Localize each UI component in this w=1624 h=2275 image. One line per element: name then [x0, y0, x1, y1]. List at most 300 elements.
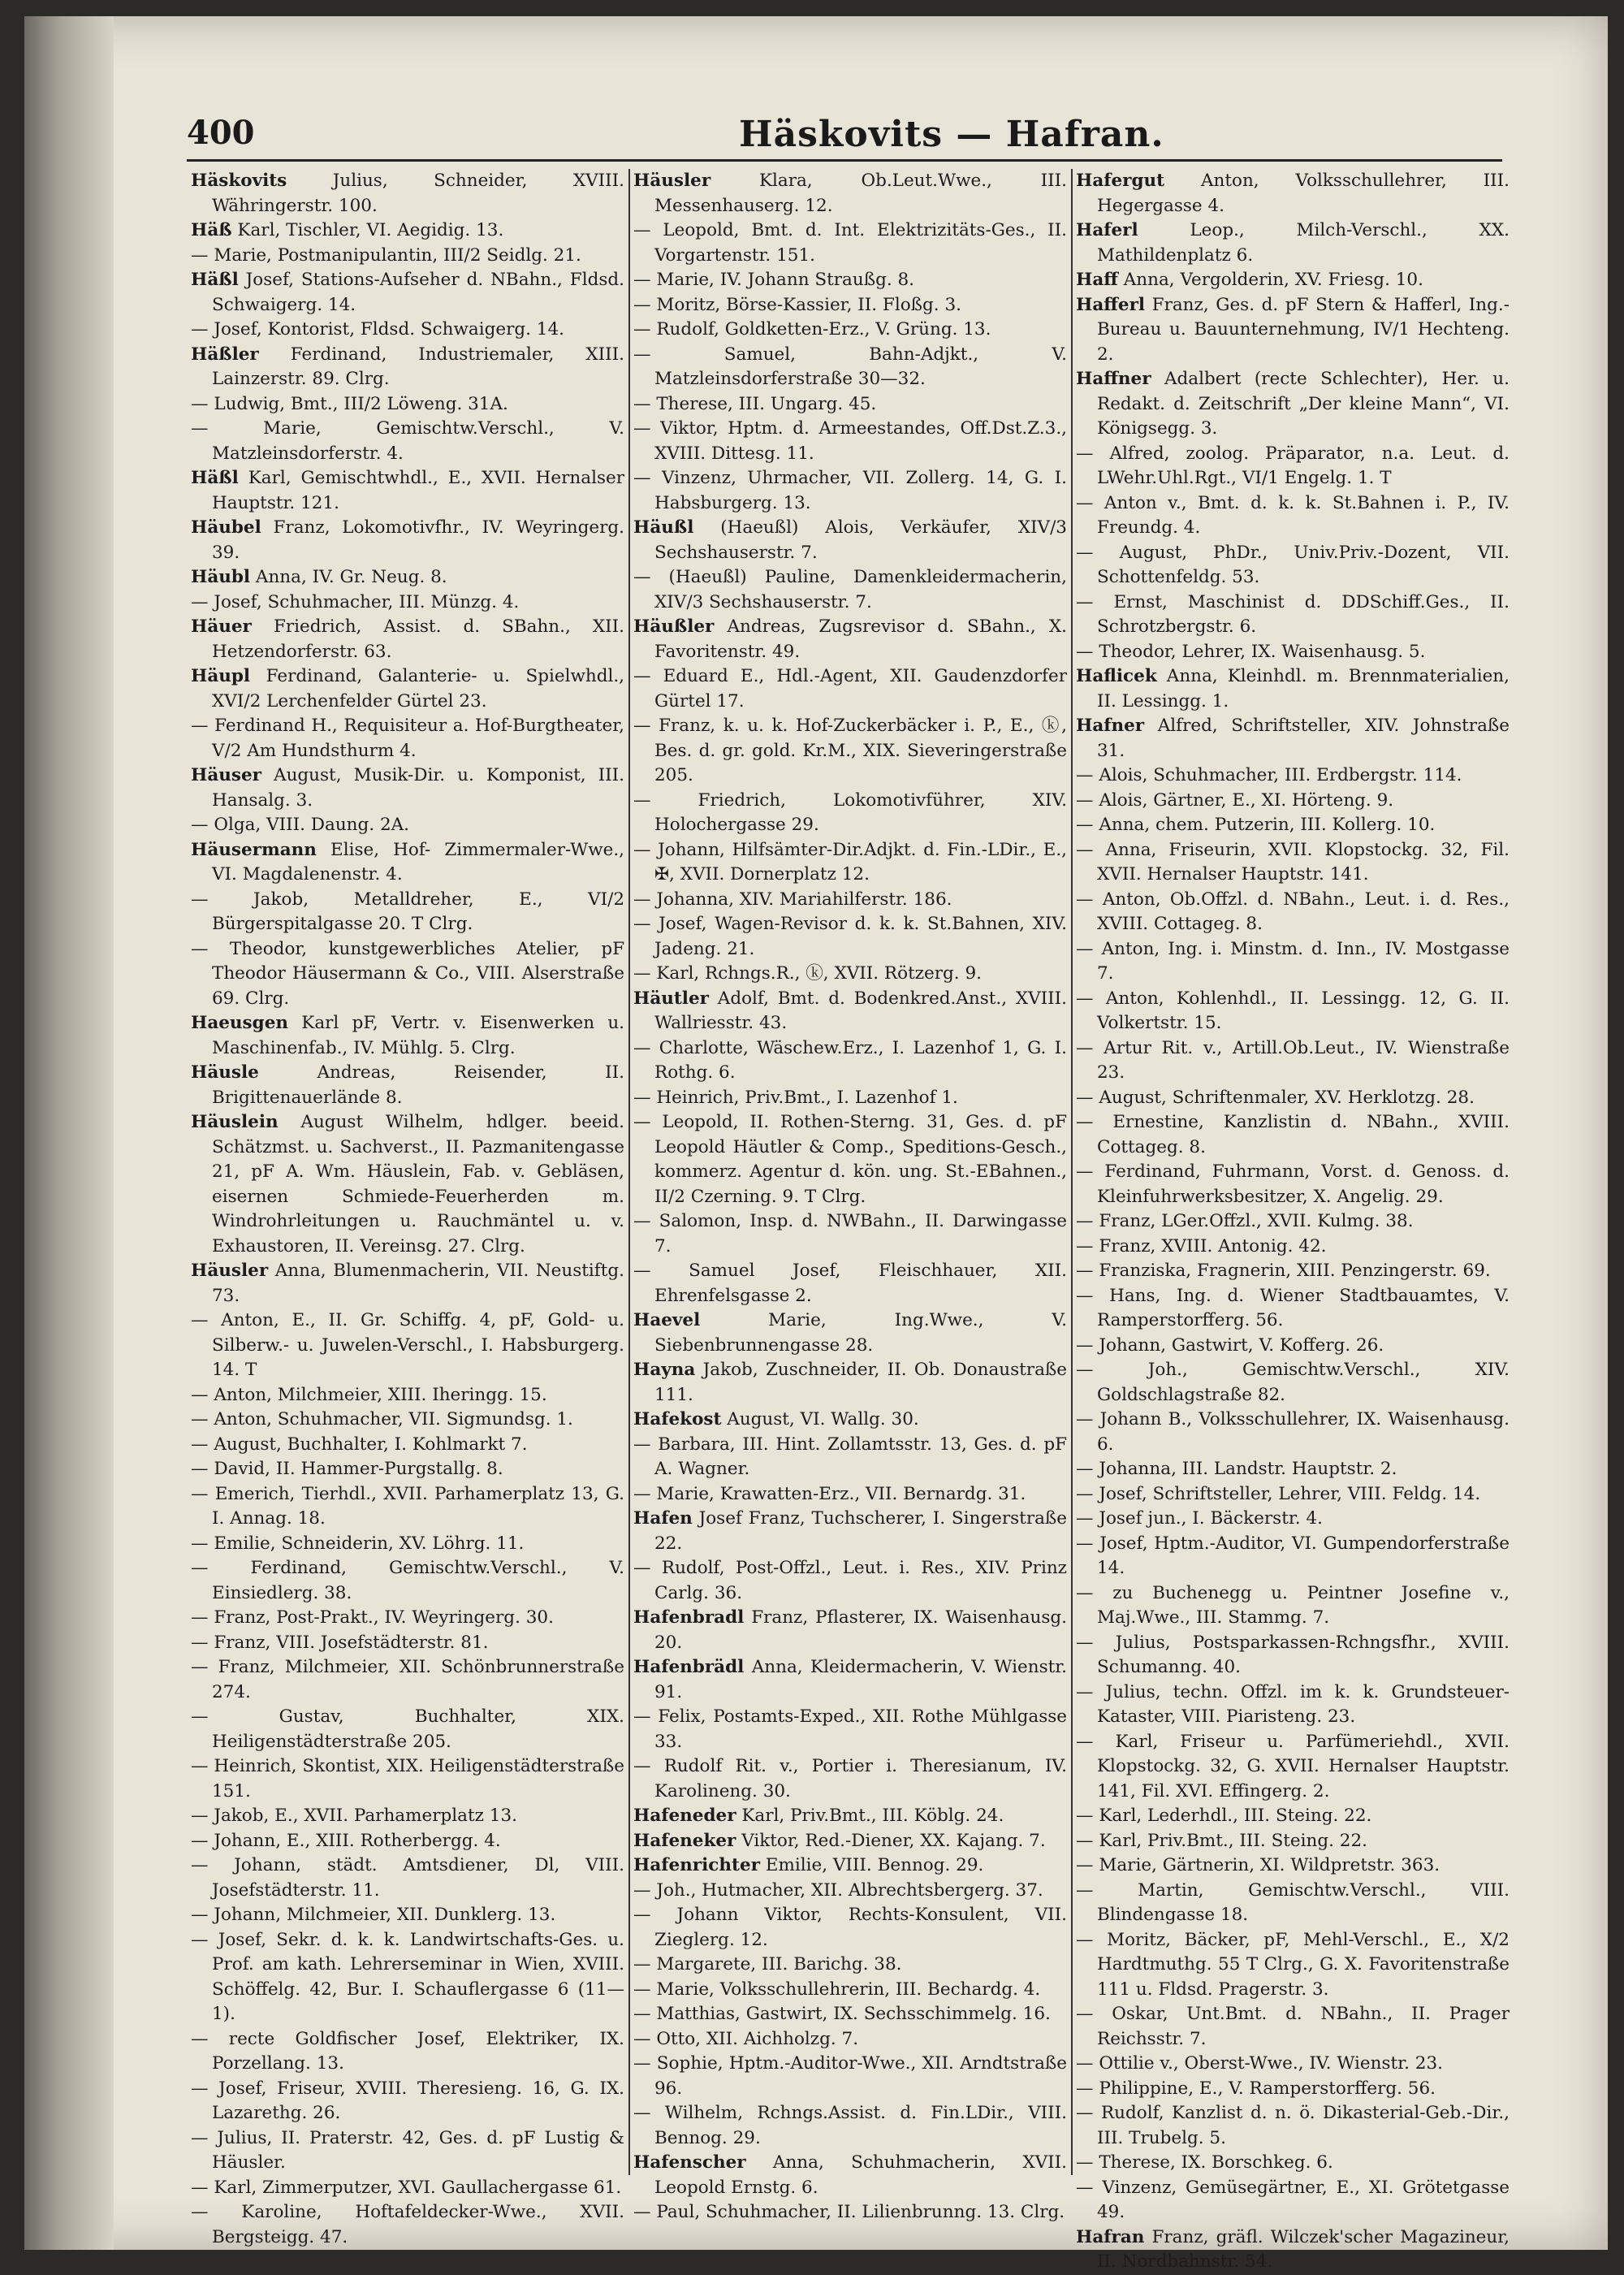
directory-entry	[633, 1655, 1067, 1705]
entry-details: — Martin, Gemischtw.Verschl., VIII. Blindengasse 18.	[1076, 1879, 1510, 1925]
entry-details: Friedrich, Assist. d. SBahn., XII. Hetzendorferstr. 63.	[212, 616, 624, 662]
entry-surname: Hafeneder	[633, 1806, 736, 1826]
directory-entry	[1076, 1036, 1510, 1086]
entry-details: — Viktor, Hptm. d. Armeestandes, Off.Dst.Z.3., XVIII. Dittesg. 11.	[633, 418, 1067, 464]
directory-entry	[633, 2052, 1067, 2101]
directory-entry	[191, 516, 624, 565]
directory-entry	[1076, 2077, 1510, 2102]
directory-entry	[1076, 590, 1510, 640]
entry-details: Andreas, Zugsrevisor d. SBahn., X. Favoritenstr. 49.	[654, 616, 1067, 662]
entry-details: Karl, Priv.Bmt., III. Köblg. 24.	[736, 1806, 1004, 1826]
directory-entry	[1076, 367, 1510, 442]
header-rule	[187, 159, 1502, 162]
directory-entry	[191, 1853, 624, 1903]
directory-entry	[633, 1482, 1067, 1507]
entry-details: — Therese, IX. Borschkeg. 6.	[1076, 2152, 1333, 2173]
directory-entry	[191, 1061, 624, 1110]
directory-entry	[191, 1804, 624, 1829]
directory-entry	[191, 838, 624, 888]
directory-entry	[633, 789, 1067, 838]
directory-entry	[1076, 1235, 1510, 1260]
entry-details: Marie, Ing.Wwe., V. Siebenbrunnengasse 28.	[654, 1310, 1067, 1356]
directory-entry	[191, 1705, 624, 1754]
directory-entry	[1076, 1829, 1510, 1854]
directory-entry	[633, 1110, 1067, 1209]
directory-entry	[633, 664, 1067, 714]
directory-entry	[1076, 541, 1510, 590]
directory-entry	[633, 1209, 1067, 1259]
directory-entry	[1076, 1334, 1510, 1359]
directory-entry	[633, 417, 1067, 466]
entry-details: — Johann B., Volksschullehrer, IX. Waisenhausg. 6.	[1076, 1409, 1510, 1455]
entry-details: — David, II. Hammer-Purgstallg. 8.	[191, 1459, 503, 1479]
entry-surname: Hafenrichter	[633, 1855, 760, 1875]
directory-entry	[191, 1606, 624, 1631]
directory-entry	[1076, 1160, 1510, 1209]
entry-surname: Haevel	[633, 1310, 701, 1330]
directory-entry	[191, 763, 624, 813]
entry-details: — Anton, Schuhmacher, VII. Sigmundsg. 1.	[191, 1409, 573, 1429]
column-1	[191, 169, 624, 2247]
entry-details: — Jakob, Metalldreher, E., VI/2 Bürgerspitalgasse 20. T Clrg.	[191, 889, 624, 934]
entry-details: — Oskar, Unt.Bmt. d. NBahn., II. Prager Reichsstr. 7.	[1076, 2004, 1510, 2049]
directory-entry	[633, 2027, 1067, 2052]
entry-surname: Hafen	[633, 1508, 693, 1529]
directory-entry	[633, 466, 1067, 516]
entry-details: — Franz, Post-Prakt., IV. Weyringerg. 30.	[191, 1607, 554, 1628]
entry-surname: Haff	[1076, 270, 1118, 290]
directory-entry	[633, 343, 1067, 392]
entry-details: Anna, Kleidermacherin, V. Wienstr. 91.	[654, 1657, 1067, 1702]
directory-entry	[633, 1804, 1067, 1829]
directory-entry	[633, 1408, 1067, 1433]
entry-details: — Heinrich, Priv.Bmt., I. Lazenhof 1.	[633, 1087, 958, 1108]
entry-details: — Ludwig, Bmt., III/2 Löweng. 31A.	[191, 393, 508, 414]
entry-details: Franz, gräfl. Wilczek'scher Magazineur, II. Nordbahnstr. 54.	[1097, 2226, 1510, 2272]
directory-entry	[1076, 1482, 1510, 1507]
entry-details: Adolf, Bmt. d. Bodenkred.Anst., XVIII. Wallriesstr. 43.	[654, 988, 1067, 1033]
entry-surname: Haffner	[1076, 369, 1151, 389]
directory-entry	[633, 1308, 1067, 1358]
entry-details: — Josef, Hptm.-Auditor, VI. Gumpendorferstraße 14.	[1076, 1533, 1510, 1578]
directory-entry	[1076, 2151, 1510, 2176]
entry-surname: Häupl	[191, 666, 251, 686]
page-number: 400	[187, 114, 255, 152]
entry-surname: Hafeneker	[633, 1830, 736, 1851]
directory-entry	[191, 343, 624, 392]
entry-details: — Marie, Volksschullehrerin, III. Bechardg. 4.	[633, 1979, 1041, 2000]
entry-details: Anna, Blumenmacherin, VII. Neustiftg. 73.	[212, 1261, 624, 1306]
entry-details: Jakob, Zuschneider, II. Ob. Donaustraße 111.	[654, 1360, 1067, 1405]
entry-details: Anna, Kleinhdl. m. Brennmaterialien, II. Lessingg. 1.	[1097, 666, 1510, 711]
entry-details: — Gustav, Buchhalter, XIX. Heiligenstädterstraße 205.	[191, 1706, 624, 1752]
entry-details: — Ernestine, Kanzlistin d. NBahn., XVIII. Cottageg. 8.	[1076, 1112, 1510, 1157]
entry-details: Ferdinand, Galanterie- u. Spielwhdl., XVI/2 Lerchenfelder Gürtel 23.	[212, 666, 624, 711]
directory-entry	[633, 1086, 1067, 1111]
running-head: Häskovits — Hafran.	[739, 114, 1164, 155]
directory-entry	[1076, 1457, 1510, 1482]
entry-details: — Franz, k. u. k. Hof-Zuckerbäcker i. P., E., ⓚ, Bes. d. gr. gold. Kr.M., XIX. Sieveringerstraße 205.	[633, 716, 1067, 785]
entry-details: — Emilie, Schneiderin, XV. Löhrg. 11.	[191, 1533, 525, 1554]
directory-entry	[633, 2200, 1067, 2225]
entry-details: — Alois, Schuhmacher, III. Erdbergstr. 114.	[1076, 765, 1462, 785]
directory-entry	[1076, 664, 1510, 714]
directory-entry	[633, 2002, 1067, 2027]
directory-entry	[633, 1853, 1067, 1879]
entry-surname: Hafferl	[1076, 294, 1146, 315]
directory-entry	[633, 1259, 1067, 1308]
entry-details: — Leopold, II. Rothen-Sterng. 31, Ges. d. pF Leopold Häutler & Comp., Speditions-Gesch., kommerz. Agentur d. kön. ung. St.-EBahnen., II/2 Czerning. 9. T Clrg.	[633, 1112, 1067, 1207]
directory-entry	[1076, 1086, 1510, 1111]
entry-details: — Franz, XVIII. Antonig. 42.	[1076, 1235, 1327, 1256]
entry-surname: Häußl	[633, 517, 694, 538]
entry-details: Franz, Ges. d. pF Stern & Hafferl, Ing.-Bureau u. Bauunternehmung, IV/1 Hechteng. 2.	[1097, 294, 1510, 365]
directory-entry	[191, 244, 624, 269]
entry-details: Karl pF, Vertr. v. Eisenwerken u. Maschinenfab., IV. Mühlg. 5. Clrg.	[212, 1013, 624, 1058]
directory-entry	[633, 268, 1067, 293]
entry-surname: Häusle	[191, 1062, 259, 1083]
entry-details: — Vinzenz, Gemüsegärtner, E., XI. Grötetgasse 49.	[1076, 2177, 1510, 2222]
directory-entry	[1076, 888, 1510, 937]
directory-entry	[633, 293, 1067, 318]
entry-details: — Franz, LGer.Offzl., XVII. Kulmg. 38.	[1076, 1211, 1414, 1231]
entry-details: — Josef, Sekr. d. k. k. Landwirtschafts-Ges. u. Prof. am kath. Lehrerseminar in Wien, XVIII. Schöffelg. 42, Bur. I. Schauflergasse 6 (11—1).	[191, 1929, 624, 2024]
directory-entry	[191, 1631, 624, 1656]
entry-details: Klara, Ob.Leut.Wwe., III. Messenhauserg. 12.	[654, 171, 1067, 216]
entry-details: Alfred, Schriftsteller, XIV. Johnstraße 31.	[1097, 716, 1510, 761]
directory-entry	[1076, 1507, 1510, 1532]
book-spine-shadow	[24, 16, 114, 2250]
directory-entry	[633, 1036, 1067, 1086]
entry-details: — Rudolf, Goldketten-Erz., V. Grüng. 13.	[633, 319, 991, 340]
directory-entry	[633, 218, 1067, 268]
entry-surname: Häßler	[191, 344, 259, 365]
directory-entry	[1076, 1408, 1510, 1457]
entry-details: — Anton v., Bmt. d. k. k. St.Bahnen i. P., IV. Freundg. 4.	[1076, 492, 1510, 538]
entry-details: — Alfred, zoolog. Präparator, n.a. Leut. d. LWehr.Uhl.Rgt., VI/1 Engelg. 1. T	[1076, 443, 1510, 488]
directory-entry	[633, 912, 1067, 962]
directory-entry	[191, 1308, 624, 1383]
directory-entry	[1076, 491, 1510, 541]
directory-entry	[633, 714, 1067, 789]
directory-entry	[633, 888, 1067, 913]
directory-entry	[1076, 1631, 1510, 1680]
directory-entry	[633, 1903, 1067, 1953]
entry-details: — Olga, VIII. Daung. 2A.	[191, 815, 409, 835]
entry-details: Anna, IV. Gr. Neug. 8.	[250, 567, 447, 587]
entry-surname: Häuser	[191, 765, 261, 785]
directory-entry	[191, 615, 624, 664]
directory-entry	[1076, 1358, 1510, 1408]
entry-details: — Marie, Gärtnerin, XI. Wildpretstr. 363.	[1076, 1855, 1440, 1875]
entry-details: Adalbert (recte Schlechter), Her. u. Redakt. d. Zeitschrift „Der kleine Mann“, VI. Königsegg. 3.	[1097, 369, 1510, 439]
entry-details: — Rudolf, Kanzlist d. n. ö. Dikasterial-Geb.-Dir., III. Trubelg. 5.	[1076, 2103, 1510, 2148]
entry-details: — Josef, Wagen-Revisor d. k. k. St.Bahnen, XIV. Jadeng. 21.	[633, 914, 1067, 959]
directory-entry	[191, 1482, 624, 1532]
entry-details: — Rudolf Rit. v., Portier i. Theresianum, IV. Karolineng. 30.	[633, 1756, 1067, 1801]
directory-entry	[191, 1655, 624, 1705]
directory-entry	[633, 615, 1067, 664]
entry-details: August, VI. Wallg. 30.	[721, 1409, 919, 1429]
entry-surname: Hafekost	[633, 1409, 722, 1429]
directory-entry	[633, 1606, 1067, 1655]
entry-surname: Hafran	[1076, 2226, 1145, 2247]
column-2	[633, 169, 1067, 2222]
entry-details: Karl, Gemischtwhdl., E., XVII. Hernalser Hauptstr. 121.	[212, 468, 624, 513]
entry-details: — Julius, techn. Offzl. im k. k. Grundsteuer-Kataster, VIII. Piaristeng. 23.	[1076, 1681, 1510, 1727]
entry-details: — August, Schriftenmaler, XV. Herklotzg. 28.	[1076, 1087, 1475, 1108]
entry-surname: Häuer	[191, 616, 252, 637]
directory-entry	[1076, 987, 1510, 1036]
directory-entry	[633, 1433, 1067, 1482]
directory-entry	[191, 590, 624, 616]
directory-entry	[1076, 813, 1510, 838]
directory-entry	[633, 1358, 1067, 1408]
entry-details: — Anna, chem. Putzerin, III. Kollerg. 10.	[1076, 815, 1436, 835]
directory-entry	[1076, 1532, 1510, 1581]
entry-details: — Ernst, Maschinist d. DDSchiff.Ges., II. Schrotzbergstr. 6.	[1076, 591, 1510, 637]
entry-details: — Anton, E., II. Gr. Schiffg. 4, pF, Gold- u. Silberw.- u. Juwelen-Verschl., I. Habsburgerg. 14. T	[191, 1310, 624, 1380]
directory-entry	[633, 169, 1067, 218]
directory-entry	[191, 466, 624, 516]
entry-details: — Josef, Schuhmacher, III. Münzg. 4.	[191, 591, 520, 612]
directory-entry	[633, 1507, 1067, 1556]
directory-entry	[191, 2077, 624, 2126]
entry-details: — Artur Rit. v., Artill.Ob.Leut., IV. Wienstraße 23.	[1076, 1037, 1510, 1083]
entry-details: — Samuel Josef, Fleischhauer, XII. Ehrenfelsgasse 2.	[633, 1261, 1067, 1306]
directory-entry	[1076, 1209, 1510, 1235]
entry-surname: Haeusgen	[191, 1013, 289, 1033]
directory-entry	[1076, 1853, 1510, 1879]
directory-entry	[1076, 2225, 1510, 2275]
directory-entry	[633, 1556, 1067, 1606]
entry-details: (Haeußl) Alois, Verkäufer, XIV/3 Sechshauserstr. 7.	[654, 517, 1067, 563]
entry-details: — August, Buchhalter, I. Kohlmarkt 7.	[191, 1434, 528, 1455]
entry-surname: Häßl	[191, 270, 239, 290]
directory-entry	[191, 1011, 624, 1061]
entry-details: — Marie, IV. Johann Straußg. 8.	[633, 270, 915, 290]
column-divider	[628, 169, 630, 2175]
entry-details: — August, PhDr., Univ.Priv.-Dozent, VII. Schottenfeldg. 53.	[1076, 542, 1510, 587]
entry-details: — Franz, Milchmeier, XII. Schönbrunnerstraße 274.	[191, 1657, 624, 1702]
directory-entry	[1076, 838, 1510, 888]
directory-entry	[1076, 937, 1510, 987]
directory-entry	[191, 1754, 624, 1804]
entry-details: — zu Buchenegg u. Peintner Josefine v., Maj.Wwe., III. Stammg. 7.	[1076, 1582, 1510, 1628]
entry-details: — Felix, Postamts-Exped., XII. Rothe Mühlgasse 33.	[633, 1706, 1067, 1752]
entry-surname: Hafner	[1076, 716, 1145, 736]
entry-details: — Alois, Gärtner, E., XI. Hörteng. 9.	[1076, 789, 1394, 811]
entry-details: Julius, Schneider, XVIII. Währingerstr. 100.	[212, 171, 624, 216]
entry-details: — Theodor, kunstgewerbliches Atelier, pF Theodor Häusermann & Co., VIII. Alserstraße 69. Clrg.	[191, 938, 624, 1009]
directory-entry	[633, 1978, 1067, 2003]
directory-entry	[1076, 1804, 1510, 1829]
entry-details: — Karl, Friseur u. Parfümeriehdl., XVII. Klopstockg. 32, G. XVII. Hernalser Hauptstr. 141, Fil. XVI. Effingerg. 2.	[1076, 1731, 1510, 1801]
entry-details: Josef Franz, Tuchscherer, I. Singerstraße 22.	[654, 1508, 1067, 1554]
directory-entry	[1076, 789, 1510, 814]
entry-surname: Häusler	[633, 171, 711, 191]
entry-details: — Marie, Gemischtw.Verschl., V. Matzleinsdorferstr. 4.	[191, 418, 624, 464]
entry-surname: Häubl	[191, 567, 251, 587]
entry-details: — Paul, Schuhmacher, II. Lilienbrunng. 13. Clrg.	[633, 2202, 1065, 2222]
directory-entry	[191, 565, 624, 590]
entry-details: — Johanna, III. Landstr. Hauptstr. 2.	[1076, 1459, 1397, 1479]
directory-entry	[1076, 2052, 1510, 2077]
entry-details: — Johann, Hilfsämter-Dir.Adjkt. d. Fin.-LDir., E., ✠, XVII. Dornerplatz 12.	[633, 839, 1067, 884]
directory-entry	[191, 2126, 624, 2176]
directory-entry	[1076, 1680, 1510, 1730]
entry-surname: Hafenscher	[633, 2152, 746, 2173]
entry-details: Anna, Vergolderin, XV. Friesg. 10.	[1117, 270, 1423, 290]
directory-entry	[191, 2027, 624, 2077]
entry-details: — Johann, Milchmeier, XII. Dunklerg. 13.	[191, 1905, 556, 1925]
entry-surname: Haflicek	[1076, 666, 1157, 686]
directory-entry	[191, 1408, 624, 1433]
entry-details: — Karl, Priv.Bmt., III. Steing. 22.	[1076, 1830, 1368, 1851]
entry-details: — Marie, Krawatten-Erz., VII. Bernardg. 31.	[633, 1483, 1026, 1504]
entry-surname: Häubel	[191, 517, 261, 538]
directory-entry	[191, 2200, 624, 2250]
entry-details: — (Haeußl) Pauline, Damenkleidermacherin, XIV/3 Sechshauserstr. 7.	[633, 567, 1067, 612]
directory-entry	[1076, 763, 1510, 789]
entry-details: — Salomon, Insp. d. NWBahn., II. Darwingasse 7.	[633, 1211, 1067, 1256]
directory-entry	[1076, 268, 1510, 293]
directory-entry	[1076, 1730, 1510, 1805]
directory-entry	[191, 1259, 624, 1308]
directory-entry	[1076, 1928, 1510, 2003]
entry-details: — Anton, Ob.Offzl. d. NBahn., Leut. i. d. Res., XVIII. Cottageg. 8.	[1076, 889, 1510, 934]
directory-entry	[633, 392, 1067, 417]
directory-entry	[1076, 442, 1510, 491]
entry-surname: Häßl	[191, 468, 239, 488]
directory-entry	[191, 1383, 624, 1408]
directory-entry	[633, 565, 1067, 615]
directory-entry	[633, 962, 1067, 987]
directory-entry	[191, 1532, 624, 1557]
entry-details: Anton, Volksschullehrer, III. Hegergasse 4.	[1097, 171, 1510, 216]
entry-surname: Haferl	[1076, 220, 1138, 240]
entry-details: Ferdinand, Industriemaler, XIII. Lainzerstr. 89. Clrg.	[212, 344, 624, 389]
entry-surname: Hafenbrädl	[633, 1657, 745, 1677]
entry-details: — Joh., Hutmacher, XII. Albrechtsbergerg. 37.	[633, 1879, 1043, 1901]
entry-details: — Johann Viktor, Rechts-Konsulent, VII. Zieglerg. 12.	[633, 1905, 1067, 1950]
entry-details: — Matthias, Gastwirt, IX. Sechsschimmelg. 16.	[633, 2004, 1051, 2024]
entry-details: Franz, Lokomotivfhr., IV. Weyringerg. 39.	[212, 517, 624, 563]
directory-entry	[191, 218, 624, 244]
directory-entry	[633, 1754, 1067, 1804]
directory-entry	[1076, 1259, 1510, 1284]
entry-details: — Karl, Lederhdl., III. Steing. 22.	[1076, 1806, 1372, 1826]
directory-entry	[191, 664, 624, 714]
directory-entry	[633, 1705, 1067, 1754]
entry-details: August Wilhelm, hdlger. beeid. Schätzmst. u. Sachverst., II. Pazmanitengasse 21, pF A. Wm. Häuslein, Fab. v. Gebläsen, eisernen Schmiede-Feuerherden m. Windrohrleitungen u. Rauchmäntel u. v. Exhaustoren, II. Vereinsg. 27. Clrg.	[212, 1112, 624, 1256]
directory-entry	[1076, 714, 1510, 763]
entry-surname: Häußler	[633, 616, 715, 637]
entry-details: — Samuel, Bahn-Adjkt., V. Matzleinsdorferstraße 30—32.	[633, 344, 1067, 389]
directory-entry	[191, 714, 624, 763]
directory-entry	[633, 516, 1067, 565]
entry-details: — Charlotte, Wäschew.Erz., I. Lazenhof 1, G. I. Rothg. 6.	[633, 1037, 1067, 1083]
directory-entry	[1076, 2002, 1510, 2052]
entry-details: Anna, Schuhmacherin, XVII. Leopold Ernstg. 6.	[654, 2152, 1067, 2198]
directory-entry	[633, 1879, 1067, 1904]
directory-entry	[191, 888, 624, 937]
entry-details: — Karoline, Hoftafeldecker-Wwe., XVII. Bergsteigg. 47.	[191, 2202, 624, 2247]
entry-details: — Anton, Kohlenhdl., II. Lessingg. 12, G. II. Volkertstr. 15.	[1076, 988, 1510, 1033]
entry-details: — Ferdinand H., Requisiteur a. Hof-Burgtheater, V/2 Am Hundsthurm 4.	[191, 716, 624, 761]
entry-details: — Karl, Zimmerputzer, XVI. Gaullachergasse 61.	[191, 2177, 622, 2198]
entry-details: — Friedrich, Lokomotivführer, XIV. Holochergasse 29.	[633, 789, 1067, 835]
entry-surname: Hayna	[633, 1360, 696, 1380]
directory-entry	[191, 813, 624, 838]
directory-page	[24, 16, 1608, 2272]
entry-details: — Josef, Friseur, XVIII. Theresieng. 16, G. IX. Lazarethg. 26.	[191, 2078, 624, 2123]
directory-entry	[1076, 293, 1510, 368]
directory-entry	[191, 1110, 624, 1259]
directory-entry	[1076, 1879, 1510, 1928]
directory-entry	[1076, 2101, 1510, 2151]
entry-details: Elise, Hof- Zimmermaler-Wwe., VI. Magdalenenstr. 4.	[212, 839, 624, 884]
entry-details: Franz, Pflasterer, IX. Waisenhausg. 20.	[654, 1607, 1067, 1653]
entry-details: — Moritz, Bäcker, pF, Mehl-Verschl., E., X/2 Hardtmuthg. 55 T Clrg., G. X. Favoritenstraße 111 u. Fldsd. Pragerstr. 3.	[1076, 1929, 1510, 2000]
column-divider	[1071, 169, 1073, 2175]
directory-entry	[1076, 1110, 1510, 1160]
entry-details: — Sophie, Hptm.-Auditor-Wwe., XII. Arndtstraße 96.	[633, 2053, 1067, 2099]
entry-details: — Leopold, Bmt. d. Int. Elektrizitäts-Ges., II. Vorgartenstr. 151.	[633, 220, 1067, 266]
entry-details: — Karl, Rchngs.R., ⓚ, XVII. Rötzerg. 9.	[633, 963, 982, 984]
entry-surname: Häß	[191, 220, 232, 240]
entry-details: Leop., Milch-Verschl., XX. Mathildenplatz 6.	[1097, 220, 1510, 266]
entry-surname: Häusler	[191, 1261, 269, 1281]
entry-surname: Hafenbradl	[633, 1607, 745, 1628]
entry-details: — Marie, Postmanipulantin, III/2 Seidlg. 21.	[191, 244, 581, 266]
entry-details: — Heinrich, Skontist, XIX. Heiligenstädterstraße 151.	[191, 1756, 624, 1801]
directory-entry	[633, 838, 1067, 888]
directory-entry	[1076, 218, 1510, 268]
directory-entry	[633, 987, 1067, 1036]
entry-surname: Häusermann	[191, 839, 317, 860]
entry-details: — Eduard E., Hdl.-Agent, XII. Gaudenzdorfer Gürtel 17.	[633, 666, 1067, 711]
entry-details: — Julius, Postsparkassen-Rchngsfhr., XVIII. Schumanng. 40.	[1076, 1632, 1510, 1677]
directory-entry	[633, 1953, 1067, 1978]
directory-entry	[633, 1829, 1067, 1854]
entry-details: — Josef, Schriftsteller, Lehrer, VIII. Feldg. 14.	[1076, 1483, 1481, 1504]
entry-surname: Häuslein	[191, 1112, 279, 1132]
entry-details: — recte Goldfischer Josef, Elektriker, IX. Porzellang. 13.	[191, 2028, 624, 2074]
entry-details: — Wilhelm, Rchngs.Assist. d. Fin.LDir., VIII. Bennog. 29.	[633, 2103, 1067, 2148]
entry-surname: Hafergut	[1076, 171, 1165, 191]
entry-details: Emilie, VIII. Bennog. 29.	[759, 1855, 984, 1875]
entry-details: — Anton, Ing. i. Minstm. d. Inn., IV. Mostgasse 7.	[1076, 938, 1510, 984]
directory-entry	[1076, 640, 1510, 665]
entry-details: — Franziska, Fragnerin, XIII. Penzingerstr. 69.	[1076, 1261, 1491, 1281]
entry-details: — Joh., Gemischtw.Verschl., XIV. Goldschlagstraße 82.	[1076, 1360, 1510, 1405]
directory-entry	[633, 318, 1067, 343]
directory-entry	[1076, 1581, 1510, 1631]
directory-entry	[191, 169, 624, 218]
entry-details: — Johann, E., XIII. Rotherbergg. 4.	[191, 1830, 501, 1851]
entry-details: — Hans, Ing. d. Wiener Stadtbauamtes, V. Ramperstorfferg. 56.	[1076, 1285, 1510, 1330]
directory-entry	[1076, 2176, 1510, 2225]
directory-entry	[191, 417, 624, 466]
entry-details: Andreas, Reisender, II. Brigittenauerlände 8.	[212, 1062, 624, 1108]
entry-details: — Ferdinand, Fuhrmann, Vorst. d. Genoss. d. Kleinfuhrwerksbesitzer, X. Angelig. 29.	[1076, 1161, 1510, 1207]
directory-entry	[191, 1829, 624, 1854]
entry-details: — Emerich, Tierhdl., XVII. Parhamerplatz 13, G. I. Annag. 18.	[191, 1483, 624, 1529]
entry-details: — Barbara, III. Hint. Zollamtsstr. 13, Ges. d. pF A. Wagner.	[633, 1434, 1067, 1479]
entry-surname: Häutler	[633, 988, 709, 1009]
directory-entry	[191, 937, 624, 1012]
